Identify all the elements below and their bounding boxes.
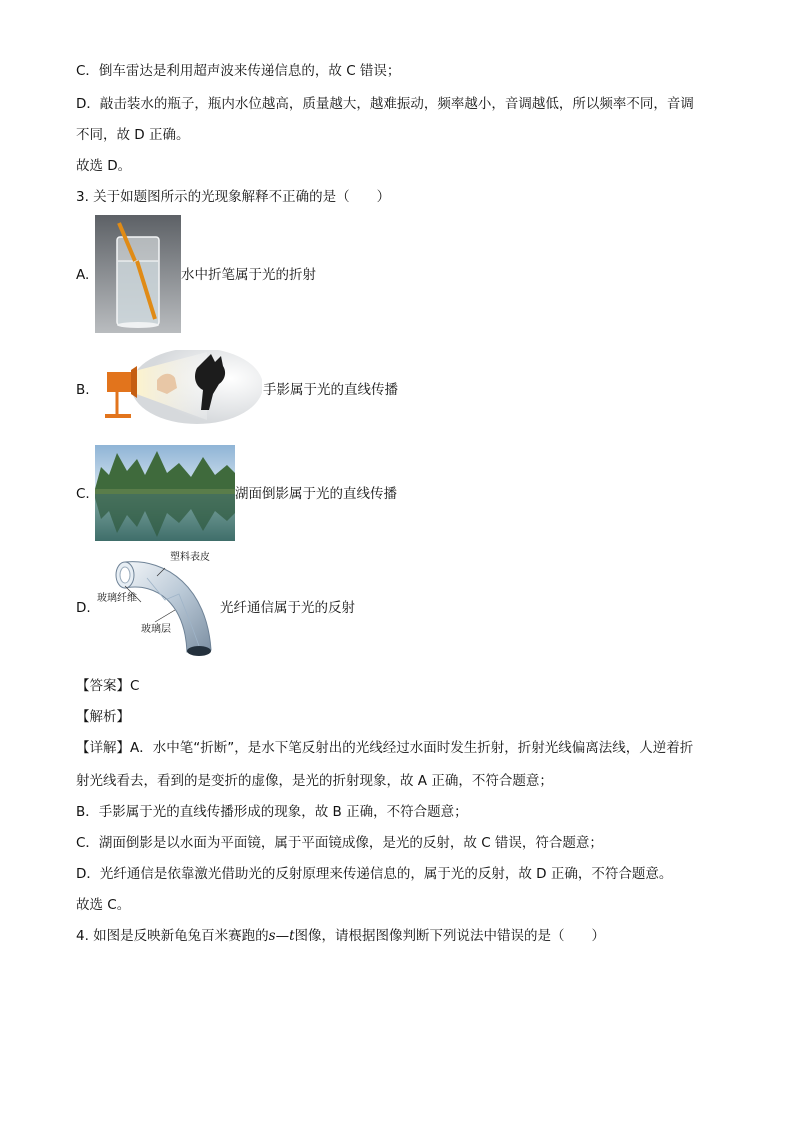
detail-line-5: D．光纤通信是依靠激光借助光的反射原理来传递信息的，属于光的反射，故 D 正确，不符合题意。 (76, 866, 673, 882)
analysis-line: 【解析】 (76, 709, 130, 725)
option-a-letter: A. (76, 267, 90, 283)
question-3: 3. 关于如题图所示的光现象解释不正确的是（ ） (76, 189, 391, 205)
detail-line-1: 【详解】A．水中笔“折断”，是水下笔反射出的光线经过水面时发生折射，折射光线偏离法线，人逆着折 (76, 740, 694, 756)
option-d-letter: D. (76, 600, 91, 616)
line-c-radar: C．倒车雷达是利用超声波来传递信息的，故 C 错误； (76, 63, 401, 79)
option-d-text: 光纤通信属于光的反射 (220, 600, 355, 616)
q4-var-t: t (289, 928, 295, 944)
label-glass-layer: 玻璃层 (141, 624, 171, 635)
option-b-letter: B. (76, 382, 90, 398)
line-d-bottle-cont: 不同，故 D 正确。 (76, 127, 190, 143)
q4-dash: — (275, 928, 290, 944)
label-glass-fiber: 玻璃纤维 (97, 593, 137, 604)
option-b-image (97, 350, 262, 426)
option-c-letter: C. (76, 486, 90, 502)
option-b-text: 手影属于光的直线传播 (263, 382, 398, 398)
q4-var-s: s (268, 928, 276, 944)
option-d-image (95, 550, 220, 662)
q4-suffix: 图像，请根据图像判断下列说法中错误的是（ ） (294, 928, 606, 944)
option-c-text: 湖面倒影属于光的直线传播 (235, 486, 397, 502)
answer-line: 【答案】C (76, 678, 140, 694)
option-a-text: 水中折笔属于光的折射 (181, 267, 316, 283)
detail-line-6: 故选 C。 (76, 897, 131, 913)
line-d-bottle: D．敲击装水的瓶子，瓶内水位越高，质量越大，越难振动，频率越小，音调越低，所以频率不同，音调 (76, 96, 694, 112)
detail-line-3: B．手影属于光的直线传播形成的现象，故 B 正确，不符合题意； (76, 804, 468, 820)
line-choose-d: 故选 D。 (76, 158, 132, 174)
question-4 (76, 926, 605, 946)
detail-line-4: C．湖面倒影是以水面为平面镜，属于平面镜成像，是光的反射，故 C 错误，符合题意； (76, 835, 603, 851)
label-plastic-skin: 塑料表皮 (170, 552, 210, 563)
detail-line-2: 射光线看去，看到的是变折的虚像，是光的折射现象，故 A 正确，不符合题意； (76, 773, 553, 789)
option-a-image (95, 215, 181, 333)
q4-prefix: 4. 如图是反映新龟兔百米赛跑的 (76, 928, 269, 944)
option-c-image (95, 445, 235, 541)
